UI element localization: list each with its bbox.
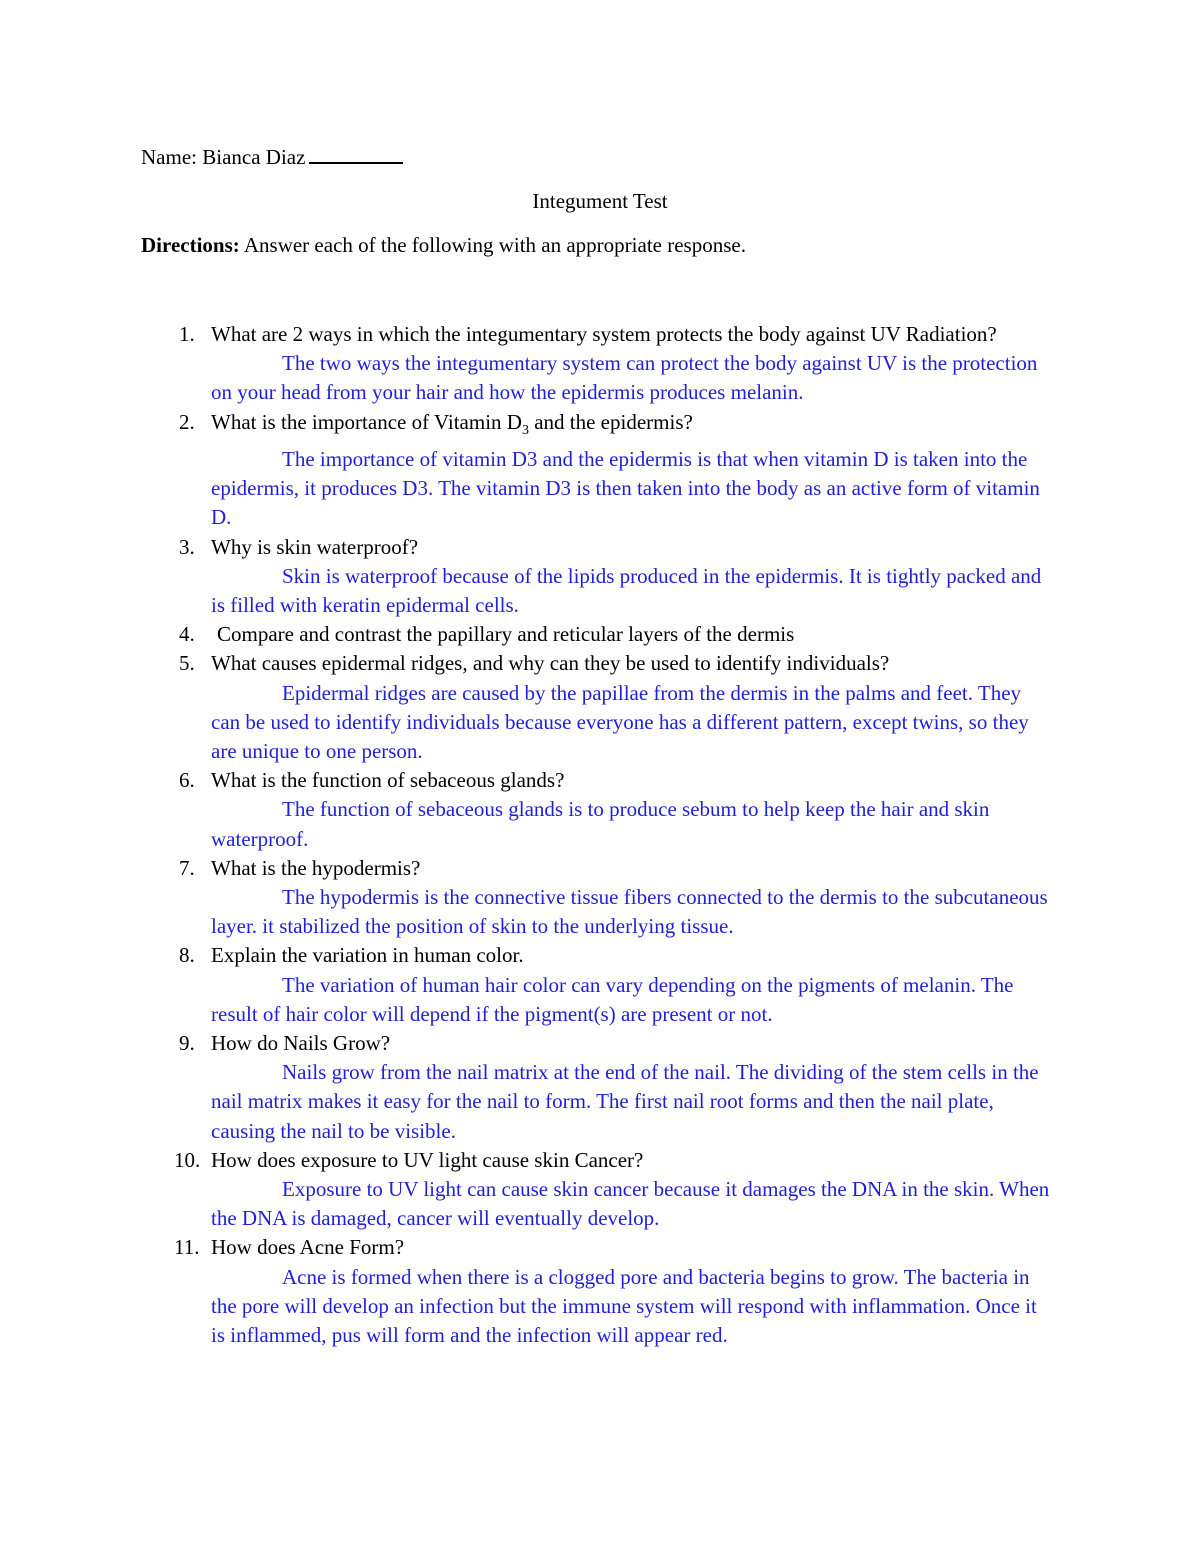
question-label: Explain the variation in human color. bbox=[211, 943, 524, 968]
question-text bbox=[0, 649, 1011, 678]
subscript-three: 3 bbox=[521, 422, 529, 438]
answer-text: Acne is formed when there is a clogged pore and bacteria begins to grow. The bacteria in the pore will develop an infection but the immune system will respond with inflammation. Once it is inflammed, pus will form and the infection will appear red. bbox=[211, 1264, 1037, 1348]
question-label: What is the function of sebaceous glands? bbox=[211, 768, 565, 793]
question-number: 2. bbox=[179, 409, 195, 434]
answer-text: Exposure to UV light can cause skin cancer because it damages the DNA in the skin. When the DNA is damaged, cancer will eventually develop. bbox=[211, 1177, 1050, 1231]
question-text bbox=[0, 620, 1017, 649]
question-label-start: What is the importance of Vitamin D bbox=[211, 409, 522, 434]
question-number: 6. bbox=[179, 768, 195, 793]
question-item bbox=[0, 320, 1200, 408]
question-text bbox=[0, 1233, 1011, 1262]
question-text bbox=[0, 1029, 1011, 1058]
question-number: 10. bbox=[174, 1147, 201, 1172]
question-number: 9. bbox=[179, 1031, 195, 1056]
question-item bbox=[0, 620, 1200, 649]
question-number: 4. bbox=[179, 622, 195, 647]
answer-text: The importance of vitamin D3 and the epidermis is that when vitamin D is taken into the epidermis, it produces D3. The vitamin D3 is then taken into the body as an active form of vitamin D. bbox=[211, 447, 1040, 530]
page-title: Integument Test bbox=[532, 189, 668, 213]
name-blank-underline bbox=[309, 143, 403, 164]
question-list bbox=[0, 320, 1200, 1350]
question-label: Compare and contrast the papillary and reticular layers of the dermis bbox=[217, 622, 795, 647]
question-item bbox=[0, 1029, 1200, 1146]
directions-text: Answer each of the following with an appropriate response. bbox=[239, 233, 746, 257]
question-item bbox=[0, 941, 1200, 1029]
question-item bbox=[0, 766, 1200, 854]
question-label: What is the hypodermis? bbox=[211, 855, 421, 880]
answer-text: The two ways the integumentary system can protect the body against UV is the protection on your head from your hair and how the epidermis produces melanin. bbox=[211, 351, 1038, 405]
question-number: 7. bbox=[179, 855, 195, 880]
question-item bbox=[0, 408, 1200, 533]
question-number: 11. bbox=[174, 1235, 200, 1260]
student-name-line bbox=[141, 143, 403, 172]
answer-text: The hypodermis is the connective tissue fibers connected to the dermis to the subcutaneous layer. it stabilized the position of skin to the underlying tissue. bbox=[211, 885, 1048, 939]
question-text bbox=[0, 533, 1011, 562]
question-number: 1. bbox=[179, 322, 195, 346]
question-number: 3. bbox=[179, 534, 195, 559]
question-label: Why is skin waterproof? bbox=[211, 534, 419, 559]
answer-text: The function of sebaceous glands is to produce sebum to help keep the hair and skin waterproof. bbox=[211, 797, 990, 851]
question-text bbox=[0, 766, 1011, 795]
question-item bbox=[0, 854, 1200, 942]
question-item bbox=[0, 1233, 1200, 1350]
question-number: 5. bbox=[179, 651, 195, 676]
question-text bbox=[0, 854, 1011, 883]
question-label: What causes epidermal ridges, and why can they be used to identify individuals? bbox=[211, 651, 890, 676]
question-text bbox=[0, 941, 1011, 970]
question-label-end: and the epidermis? bbox=[528, 409, 693, 434]
directions bbox=[141, 231, 746, 260]
question-text bbox=[0, 320, 1011, 349]
question-number: 8. bbox=[179, 943, 195, 968]
question-label: How do Nails Grow? bbox=[211, 1031, 391, 1056]
question-label: How does Acne Form? bbox=[211, 1235, 405, 1260]
answer-text: Epidermal ridges are caused by the papillae from the dermis in the palms and feet. They can be used to identify individuals because everyone has a different pattern, except twins, so they are unique to one person. bbox=[211, 680, 1029, 764]
question-item bbox=[0, 533, 1200, 621]
question-text bbox=[0, 1146, 1011, 1175]
question-label: How does exposure to UV light cause skin Cancer? bbox=[211, 1147, 644, 1172]
answer-text: The variation of human hair color can vary depending on the pigments of melanin. The result of hair color will depend if the pigment(s) are present or not. bbox=[211, 972, 1014, 1026]
student-name: Name: Bianca Diaz bbox=[141, 145, 306, 169]
directions-label: Directions: bbox=[141, 233, 240, 257]
question-text bbox=[0, 408, 1011, 445]
question-label: What are 2 ways in which the integumentary system protects the body against UV Radiation? bbox=[211, 322, 997, 346]
question-item bbox=[0, 1146, 1200, 1234]
answer-text: Skin is waterproof because of the lipids produced in the epidermis. It is tightly packed and is filled with keratin epidermal cells. bbox=[211, 563, 1042, 618]
question-item bbox=[0, 649, 1200, 766]
answer-text: Nails grow from the nail matrix at the end of the nail. The dividing of the stem cells in the nail matrix makes it easy for the nail to form. The first nail root forms and then the nail plate, causing the nail to be visible. bbox=[211, 1060, 1039, 1143]
